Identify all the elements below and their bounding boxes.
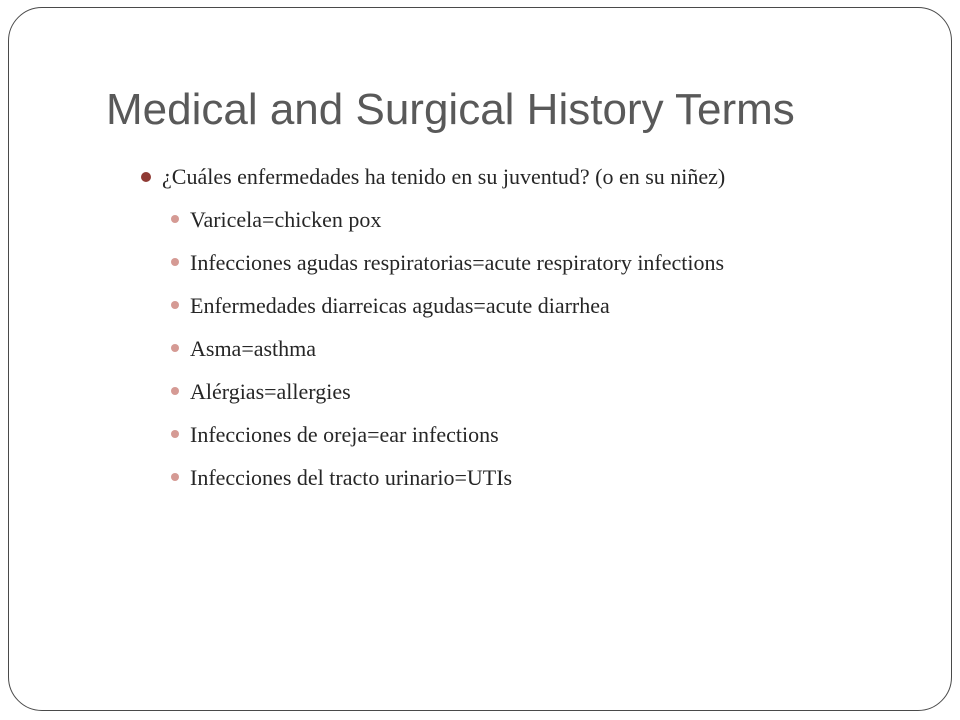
sub-bullet-item (0, 413, 960, 456)
sub-bullet-text: Alérgias=allergies (190, 379, 351, 404)
bullet-dot-icon (171, 387, 179, 395)
sub-bullet-text: Enfermedades diarreicas agudas=acute diarrhea (190, 293, 610, 318)
bullet-dot-icon (171, 430, 179, 438)
bullet-dot-icon (171, 215, 179, 223)
sub-bullet-item (0, 456, 960, 499)
sub-bullet-text: Asma=asthma (190, 336, 317, 361)
sub-bullet-item (0, 284, 960, 327)
sub-bullet-item (0, 370, 960, 413)
bullet-dot-icon (171, 301, 179, 309)
bullet-question-text: ¿Cuáles enfermedades ha tenido en su juventud? (o en su niñez) (162, 164, 726, 189)
bullet-dot-icon (141, 172, 151, 182)
sub-bullet-item (0, 327, 960, 370)
sub-bullet-item (0, 241, 960, 284)
bullet-list (0, 155, 960, 499)
sub-bullet-text: Varicela=chicken pox (190, 207, 382, 232)
bullet-dot-icon (171, 344, 179, 352)
bullet-dot-icon (171, 473, 179, 481)
sub-bullet-item (0, 198, 960, 241)
bullet-dot-icon (171, 258, 179, 266)
sub-bullet-text: Infecciones del tracto urinario=UTIs (190, 465, 513, 490)
sub-bullet-text: Infecciones agudas respiratorias=acute respiratory infections (190, 250, 725, 275)
slide-title: Medical and Surgical History Terms (106, 85, 795, 134)
sub-bullet-text: Infecciones de oreja=ear infections (190, 422, 499, 447)
bullet-question (0, 155, 960, 198)
